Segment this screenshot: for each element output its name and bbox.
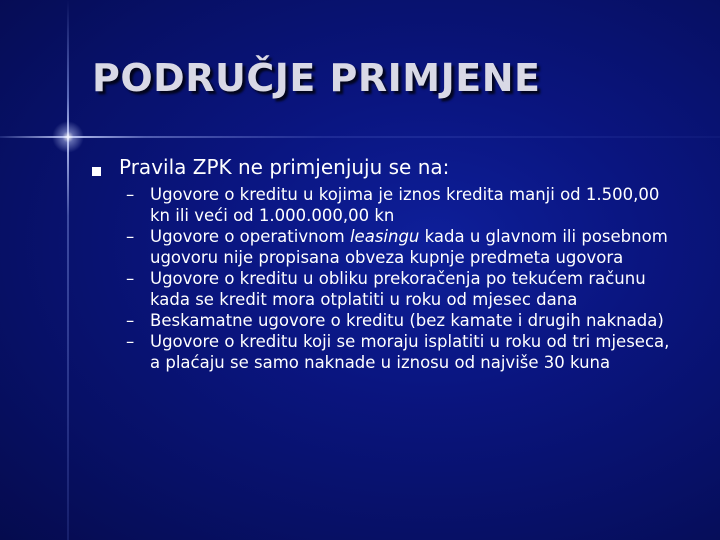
list-item-text — [150, 226, 670, 268]
list-item-text: Beskamatne ugovore o kreditu (bez kamate i drugih naknada) — [150, 311, 664, 330]
list-item — [92, 268, 692, 310]
list-item-text: Ugovore o kreditu koji se moraju isplatiti u roku od tri mjeseca, a plaćaju se samo naknade u iznosu od najviše 30 kuna — [150, 332, 670, 372]
decorative-vertical-line — [67, 0, 69, 540]
list-item-text-part: kada u glavnom ili posebnom ugovoru nije propisana obveza kupnje predmeta ugovora — [150, 227, 668, 267]
dash-bullet: – — [126, 311, 135, 330]
list-item-text-part: Ugovore o operativnom — [150, 227, 350, 246]
decorative-light-flare — [52, 121, 84, 153]
list-item — [92, 331, 692, 373]
dash-bullet: – — [126, 332, 135, 351]
sub-bullet-list — [92, 184, 692, 373]
list-item-text: Ugovore o kreditu u obliku prekoračenja po tekućem računu kada se kredit mora otplatiti u roku od mjesec dana — [150, 269, 646, 309]
list-item — [92, 184, 692, 226]
decorative-horizontal-line — [0, 136, 720, 138]
slide-title: PODRUČJE PRIMJENE — [92, 56, 541, 100]
dash-bullet: – — [126, 185, 135, 204]
dash-bullet: – — [126, 227, 135, 246]
dash-bullet: – — [126, 269, 135, 288]
italic-term: leasingu — [349, 227, 420, 246]
main-bullet-text: Pravila ZPK ne primjenjuju se na: — [119, 155, 450, 179]
list-item — [92, 226, 692, 268]
square-bullet-icon — [92, 167, 101, 176]
list-item — [92, 310, 692, 331]
list-item-text: Ugovore o kreditu u kojima je iznos kredita manji od 1.500,00 kn ili veći od 1.000.000,00 kn — [150, 185, 660, 225]
